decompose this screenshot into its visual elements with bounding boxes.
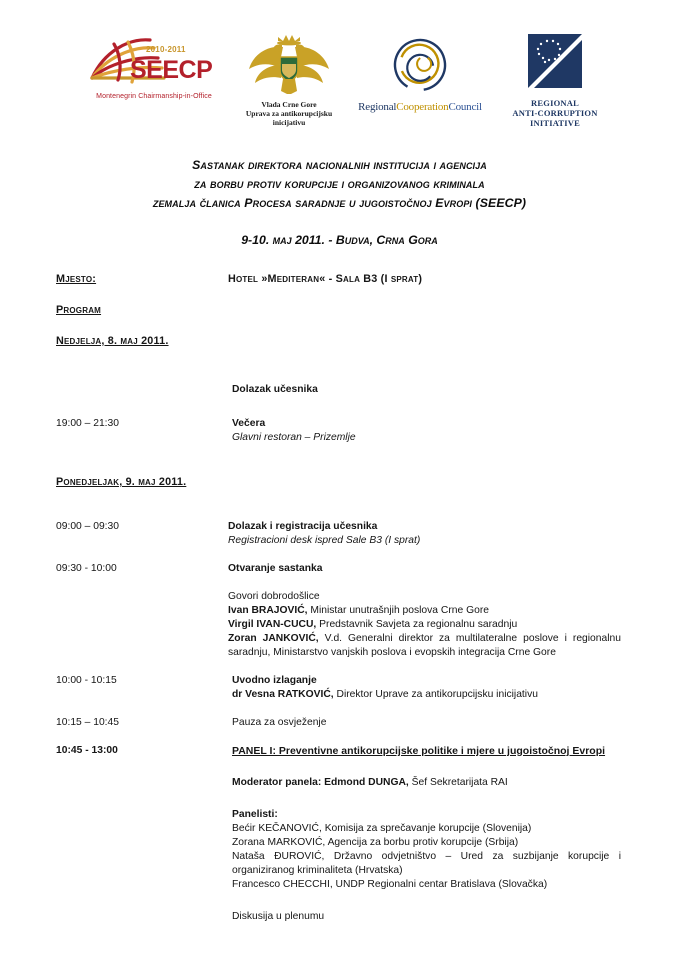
day2-heading-cell — [56, 475, 228, 490]
day1-heading-row — [0, 334, 679, 349]
logo-montenegro — [228, 32, 350, 127]
panel1-panelists-label: Panelisti: — [232, 808, 278, 820]
opening-time: 09:30 - 10:00 — [56, 562, 117, 574]
rai-caption-line1: REGIONAL — [531, 98, 579, 108]
spacer — [0, 490, 679, 520]
day1-heading-cell — [56, 334, 228, 349]
day2-heading: Ponedjeljak, 9. maj 2011. — [56, 475, 187, 488]
rcc-word-regional: Regional — [358, 101, 397, 113]
speaker-jankovic — [228, 632, 621, 660]
spacer — [228, 576, 621, 590]
panel1-moderator-label: Moderator panela: Edmond DUNGA, — [232, 776, 409, 788]
title-line-3: zemalja članica Procesa saradnje u jugoistočnoj Evropi (SEECP) — [152, 196, 527, 211]
break-body — [228, 716, 621, 730]
rai-caption — [500, 98, 610, 128]
speaker-jankovic-name: Zoran JANKOVIĆ, — [228, 632, 319, 644]
schedule-row-registration — [0, 520, 679, 548]
schedule-row-panel1 — [0, 744, 679, 924]
day1-dinner-body — [228, 417, 621, 445]
schedule-row-break — [0, 716, 679, 730]
program-heading: Program — [56, 304, 102, 316]
panel1-moderator — [232, 776, 621, 790]
panelist-checchi: Francesco CHECCHI, UNDP Regionalni centar Bratislava (Slovačka) — [232, 878, 548, 890]
venue-value: Hotel »Mediteran« - Sala B3 (I sprat) — [228, 273, 423, 285]
keynote-title: Uvodno izlaganje — [232, 674, 317, 686]
panelist-djurovic: Nataša ĐUROVIĆ, Državno odvjetništvo – Ured za suzbijanje korupcije i organiziranog kriminaliteta (Hrvatska) — [232, 850, 621, 876]
panel1-time: 10:45 - 13:00 — [56, 744, 118, 756]
logo-rai — [500, 32, 610, 128]
rcc-spiral-icon — [352, 36, 488, 94]
day1-dinner-time: 19:00 – 21:30 — [56, 417, 119, 429]
spacer — [232, 892, 621, 910]
day1-arrival-row — [0, 383, 679, 397]
schedule-row-opening — [0, 562, 679, 660]
montenegro-caption-line3: inicijativu — [272, 118, 306, 127]
title-line-2: za borbu protiv korupcije i organizovanog kriminala — [194, 177, 485, 192]
seecp-emblem-icon — [84, 34, 224, 92]
registration-body — [228, 520, 621, 548]
rai-caption-line2: ANTI-CORRUPTION — [512, 108, 598, 119]
venue-label: Mjesto: — [56, 273, 97, 285]
title-line-1: Sastanak direktora nacionalnih institucija i agencija — [192, 158, 487, 172]
venue-label-cell — [56, 272, 228, 287]
spacer — [0, 397, 679, 417]
day1-arrival-body — [228, 383, 621, 397]
rai-caption-line3: INITIATIVE — [529, 118, 581, 129]
opening-body — [228, 562, 621, 660]
program-heading-row — [0, 303, 679, 318]
speaker-jankovic-role: V.d. Generalni direktor za multilateralne poslove i regionalnu saradnju, Ministarstvo vanjskih poslova i evopskih integracija Crne Gore — [228, 632, 621, 658]
seecp-years: 2010-2011 — [146, 45, 186, 54]
spacer — [232, 758, 621, 776]
rcc-word-cooperation: Cooperation — [396, 101, 449, 113]
montenegro-coat-of-arms-icon — [228, 32, 350, 94]
spacer — [0, 730, 679, 744]
montenegro-caption-line2: Uprava za antikorupcijsku — [245, 109, 333, 118]
day1-heading: Nedjelja, 8. maj 2011. — [56, 334, 169, 347]
day1-arrival-title: Dolazak učesnika — [232, 383, 318, 395]
program-heading-cell — [56, 303, 228, 318]
keynote-time: 10:00 - 10:15 — [56, 674, 117, 686]
spacer — [0, 702, 679, 716]
venue-row — [0, 272, 679, 287]
opening-title: Otvaranje sastanka — [228, 562, 323, 574]
registration-title: Dolazak i registracija učesnika — [228, 520, 378, 532]
speaker-brajovic-name: Ivan BRAJOVIĆ, — [228, 604, 308, 616]
title-date-place: 9-10. maj 2011. - Budva, Crna Gora — [241, 233, 438, 248]
break-title: Pauza za osvježenje — [232, 716, 327, 728]
logo-seecp — [84, 34, 224, 100]
venue-value-cell — [228, 272, 621, 287]
panel1-title: PANEL I: Preventivne antikorupcijske politike i mjere u jugoistočnoj Evropi — [232, 744, 606, 757]
spacer — [0, 660, 679, 674]
speaker-ivancucu-role: Predstavnik Savjeta za regionalnu saradnju — [316, 618, 518, 630]
break-time: 10:15 – 10:45 — [56, 716, 119, 728]
day1-dinner-detail: Glavni restoran – Prizemlje — [232, 431, 356, 443]
welcome-label: Govori dobrodošlice — [228, 590, 320, 602]
keynote-speaker-name: dr Vesna RATKOVIĆ, — [232, 688, 334, 700]
document-title-block — [0, 156, 679, 247]
speaker-ivancucu — [228, 618, 621, 632]
rai-emblem-icon — [500, 32, 610, 90]
logo-band — [0, 30, 679, 140]
program-body — [0, 272, 679, 924]
seecp-subtitle: Montenegrin Chairmanship-in-Office — [96, 93, 212, 100]
panel1-discussion: Diskusija u plenumu — [232, 910, 325, 922]
spacer — [0, 349, 679, 383]
rcc-word-council: Council — [448, 101, 482, 113]
spacer — [0, 548, 679, 562]
keynote-body — [228, 674, 621, 702]
day1-dinner-title: Večera — [232, 417, 266, 429]
montenegro-caption — [228, 100, 350, 127]
panelist-markovic: Zorana MARKOVIĆ, Agencija za borbu protiv korupcije (Srbija) — [232, 836, 519, 848]
panel1-body — [228, 744, 621, 924]
registration-detail: Registracioni desk ispred Sale B3 (I sprat) — [228, 534, 421, 546]
speaker-ivancucu-name: Virgil IVAN-CUCU, — [228, 618, 317, 630]
day2-heading-row — [0, 475, 679, 490]
schedule-row-keynote — [0, 674, 679, 702]
panelist-kecanovic: Bećir KEČANOVIĆ, Komisija za sprečavanje korupcije (Slovenija) — [232, 822, 532, 834]
logo-rcc — [352, 36, 488, 113]
keynote-speaker-role: Direktor Uprave za antikorupcijsku inicijativu — [333, 688, 538, 700]
spacer — [232, 790, 621, 808]
spacer — [0, 287, 679, 303]
seecp-wordmark: SEECP — [130, 56, 213, 84]
speaker-brajovic — [228, 604, 621, 618]
speaker-brajovic-role: Ministar unutrašnjih poslova Crne Gore — [307, 604, 489, 616]
montenegro-caption-line1: Vlada Crne Gore — [261, 100, 317, 109]
registration-time: 09:00 – 09:30 — [56, 520, 119, 532]
keynote-speaker — [232, 688, 621, 702]
spacer — [0, 318, 679, 334]
panel1-moderator-role: Šef Sekretarijata RAI — [408, 776, 508, 788]
rcc-wordmark — [352, 101, 488, 113]
day1-dinner-row — [0, 417, 679, 445]
spacer — [0, 445, 679, 475]
